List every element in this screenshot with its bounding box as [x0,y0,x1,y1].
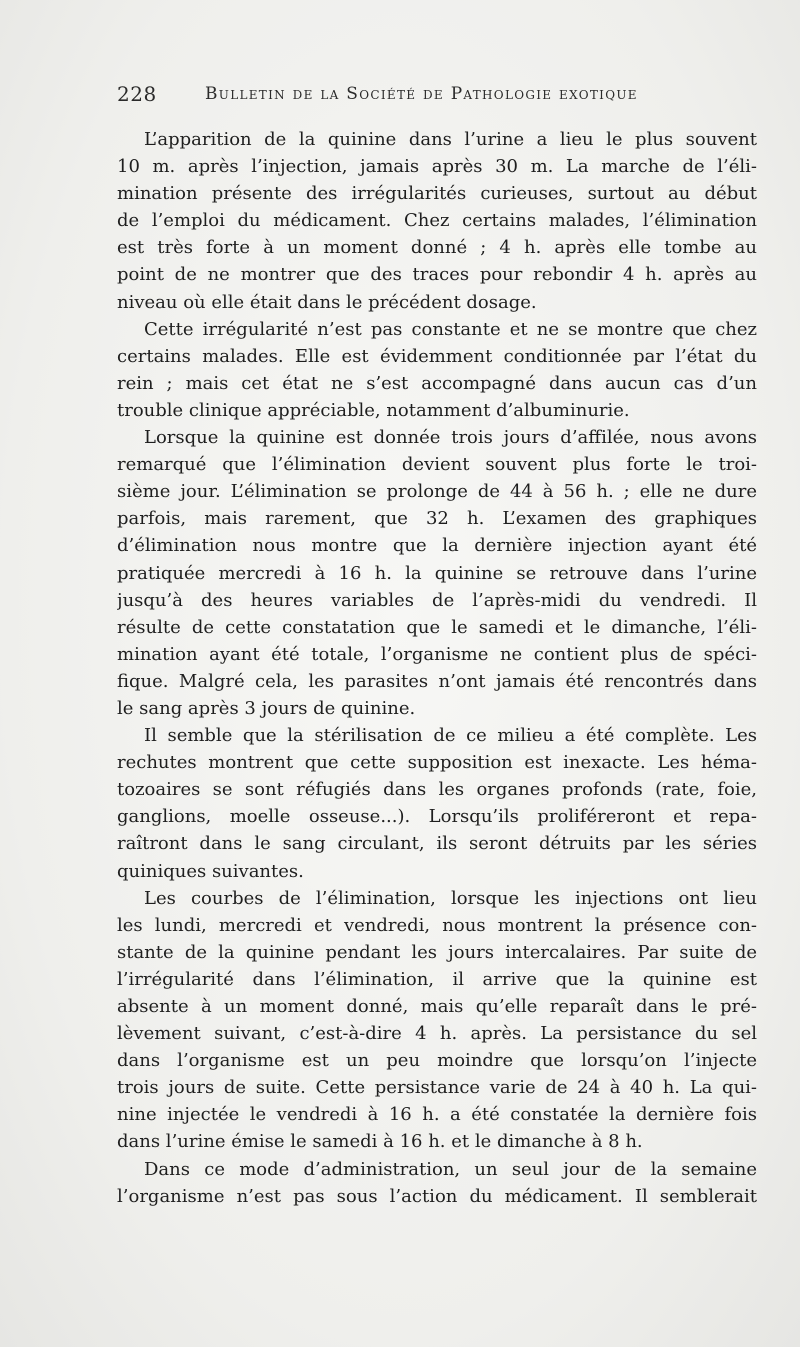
text-line: Il semble que la stérilisation de ce milieu a été complète. Les [144,725,757,747]
page-number: 228 [117,82,157,106]
body-text [117,126,757,1210]
running-title: Bulletin de la Société de Pathologie exotique [205,84,638,104]
paragraph [117,885,757,1156]
text-line: Cette irrégularité n’est pas constante et ne se montre que chez [144,318,757,340]
page-header [117,82,757,112]
text-line: résulte de cette constatation que le samedi et le dimanche, l’éli- [117,616,757,638]
text-line: d’élimination nous montre que la dernière injection ayant été [117,535,757,557]
text-line: jusqu’à des heures variables de l’après-midi du vendredi. Il [117,589,757,611]
text-line: l’irrégularité dans l’élimination, il arrive que la quinine est [117,968,757,990]
text-line: dans l’organisme est un peu moindre que lorsqu’on l’injecte [117,1050,757,1072]
text-line: l’organisme n’est pas sous l’action du médicament. Il semblerait [117,1185,757,1207]
text-line: Dans ce mode d’administration, un seul jour de la semaine [144,1158,757,1180]
text-line: certains malades. Elle est évidemment conditionnée par l’état du [117,345,757,367]
text-line: stante de la quinine pendant les jours intercalaires. Par suite de [117,941,757,963]
text-line: de l’emploi du médicament. Chez certains malades, l’élimination [117,210,757,232]
text-line: niveau où elle était dans le précédent dosage. [117,291,537,313]
text-line: les lundi, mercredi et vendredi, nous montrent la présence con- [117,914,757,936]
text-line: ganglions, moelle osseuse...). Lorsqu’ils proliféreront et repa- [117,806,757,828]
text-line: quiniques suivantes. [117,860,304,882]
text-line: est très forte à un moment donné ; 4 h. après elle tombe au [117,237,757,259]
text-line: Les courbes de l’élimination, lorsque les injections ont lieu [144,887,757,909]
text-line: absente à un moment donné, mais qu’elle reparaît dans le pré- [117,996,757,1017]
text-line: fique. Malgré cela, les parasites n’ont jamais été rencontrés dans [117,670,757,692]
text-line: Lorsque la quinine est donnée trois jours d’affilée, nous avons [144,427,757,449]
text-line: tozoaires se sont réfugiés dans les organes profonds (rate, foie, [117,779,757,801]
text-line: parfois, mais rarement, que 32 h. L’examen des graphiques [117,508,757,530]
text-line: lèvement suivant, c’est-à-dire 4 h. après. La persistance du sel [117,1023,757,1045]
text-line: point de ne montrer que des traces pour rebondir 4 h. après au [117,264,757,286]
paragraph [117,316,757,424]
text-line: remarqué que l’élimination devient souvent plus forte le troi- [117,454,757,476]
paragraph [117,722,757,885]
text-line: mination présente des irrégularités curieuses, surtout au début [117,183,757,205]
text-line: rein ; mais cet état ne s’est accompagné dans aucun cas d’un [117,372,757,394]
text-line: dans l’urine émise le samedi à 16 h. et le dimanche à 8 h. [117,1131,643,1153]
paragraph [117,126,757,316]
paragraph [117,424,757,722]
text-line: rechutes montrent que cette supposition est inexacte. Les héma- [117,752,757,774]
text-line: mination ayant été totale, l’organisme ne contient plus de spéci- [117,643,757,665]
text-line: raîtront dans le sang circulant, ils seront détruits par les séries [117,833,757,855]
text-line: 10 m. après l’injection, jamais après 30 m. La marche de l’éli- [117,156,757,178]
text-line: nine injectée le vendredi à 16 h. a été constatée la dernière fois [117,1104,757,1126]
text-line: trois jours de suite. Cette persistance varie de 24 à 40 h. La qui- [117,1077,757,1099]
text-line: trouble clinique appréciable, notamment d’albuminurie. [117,399,630,421]
text-line: pratiquée mercredi à 16 h. la quinine se retrouve dans l’urine [117,562,757,584]
text-line: sième jour. L’élimination se prolonge de 44 à 56 h. ; elle ne dure [117,481,757,503]
text-line: L’apparition de la quinine dans l’urine a lieu le plus souvent [144,129,757,150]
text-line: le sang après 3 jours de quinine. [117,697,416,719]
paragraph [117,1156,757,1210]
